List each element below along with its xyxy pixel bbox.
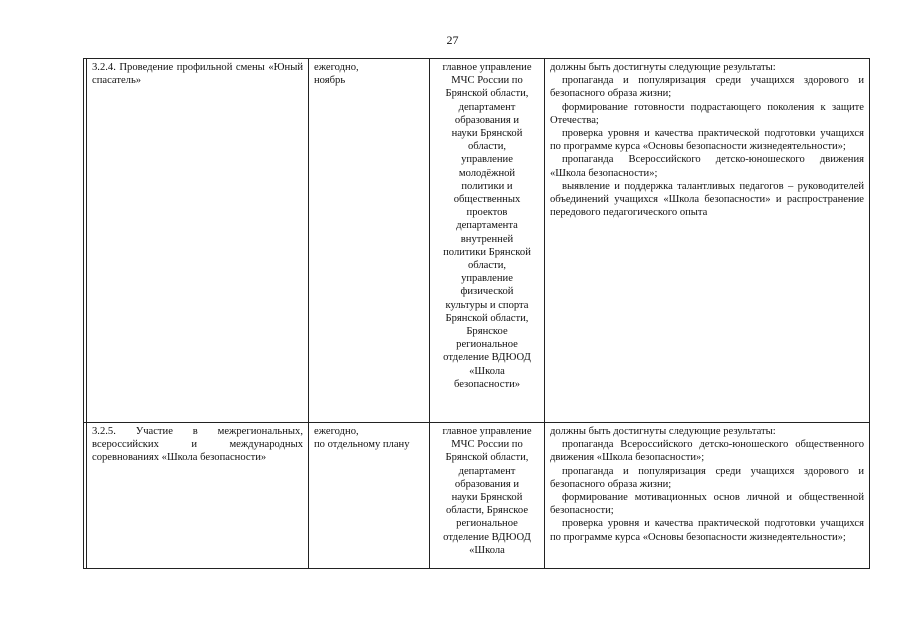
timing-text: ежегодно, ноябрь <box>314 62 359 87</box>
result-item: пропаганда и популяризация среди учащихся здорового и безопасного образа жизни; <box>550 75 864 100</box>
timing-cell <box>309 59 430 423</box>
result-item: пропаганда Всероссийского детско-юношеского общественного движения «Школа безопасности»; <box>550 439 864 464</box>
responsible-cell: главное управление МЧС России по Брянской области, департамент образования и науки Брянской области, Брянское региональное отделение ВДЮОД «Школа <box>430 423 545 569</box>
timing-text: ежегодно, по отдельному плану <box>314 426 410 451</box>
table-row <box>84 423 870 569</box>
result-item: пропаганда Всероссийского детско-юношеского движения «Школа безопасности»; <box>550 154 864 179</box>
event-cell: 3.2.4. Проведение профильной смены «Юный спасатель» <box>87 59 309 423</box>
result-item: проверка уровня и качества практической подготовки учащихся по программе курса «Основы безопасности жизнедеятельности»; <box>550 128 864 153</box>
result-item: выявление и поддержка талантливых педагогов – руководителей объединений учащихся «Школа безопасности» и распространение передового педагогического опыта <box>550 180 864 219</box>
result-item: формирование готовности подрастающего поколения к защите Отечества; <box>550 101 864 126</box>
result-item: пропаганда и популяризация среди учащихся здорового и безопасного образа жизни; <box>550 465 864 490</box>
results-cell <box>545 423 870 569</box>
result-item: формирование мотивационных основ личной и общественной безопасности; <box>550 492 864 517</box>
event-cell: 3.2.5. Участие в межрегиональных, всероссийских и международных соревнованиях «Школа безопасности» <box>87 423 309 569</box>
results-intro: должны быть достигнуты следующие результаты: <box>550 426 776 437</box>
page-number: 27 <box>446 33 459 47</box>
table-row <box>84 59 870 423</box>
responsible-cell: главное управление МЧС России по Брянской области, департамент образования и науки Брянской области, управление молодёжной политики и общественных проектов департамента внутренней политики Брянской области, управление физической культуры и спорта Брянской области, Брянское региональное отделение ВДЮОД «Школа безопасности» <box>430 59 545 423</box>
timing-cell <box>309 423 430 569</box>
activities-table <box>83 58 870 569</box>
result-item: проверка уровня и качества практической подготовки учащихся по программе курса «Основы безопасности жизнедеятельности»; <box>550 518 864 543</box>
results-cell <box>545 59 870 423</box>
results-intro: должны быть достигнуты следующие результаты: <box>550 62 776 73</box>
